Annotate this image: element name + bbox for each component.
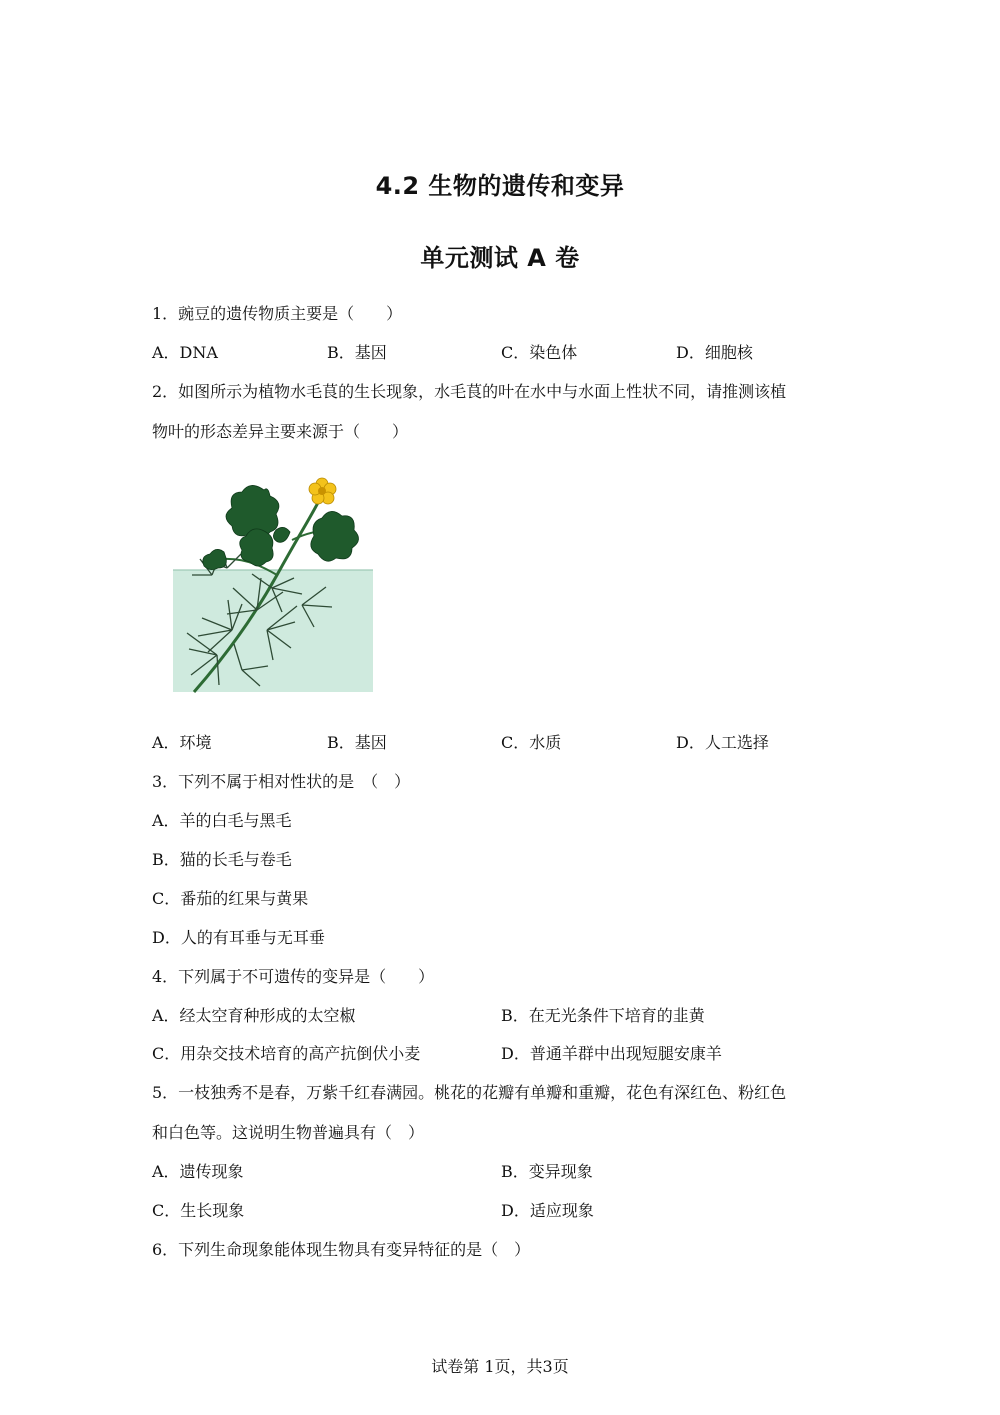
water-buttercup-figure (172, 470, 376, 694)
question-4-option-c: C．用杂交技术培育的高产抗倒伏小麦 (152, 1044, 421, 1063)
question-5-option-b: B．变异现象 (501, 1162, 593, 1181)
question-6-stem: 6．下列生命现象能体现生物具有变异特征的是（ ） (152, 1240, 531, 1259)
question-4-option-d: D．普通羊群中出现短腿安康羊 (501, 1044, 722, 1063)
question-4-option-b: B．在无光条件下培育的韭黄 (501, 1006, 705, 1025)
question-1-option-c: C．染色体 (501, 343, 578, 362)
question-5-option-c: C．生长现象 (152, 1201, 245, 1220)
question-5-stem-line-1: 5．一枝独秀不是春，万紫千红春满园。桃花的花瓣有单瓣和重瓣，花色有深红色、粉红色 (152, 1083, 787, 1102)
question-3-option-b: B．猫的长毛与卷毛 (152, 850, 292, 869)
question-3-option-c: C．番茄的红果与黄果 (152, 889, 309, 908)
question-2-option-b: B．基因 (327, 733, 387, 752)
question-1-option-a: A．DNA (152, 343, 218, 362)
question-1-option-d: D．细胞核 (676, 343, 753, 362)
question-2-option-a: A．环境 (152, 733, 212, 752)
question-4-stem: 4．下列属于不可遗传的变异是（ ） (152, 967, 435, 986)
question-1-stem: 1．豌豆的遗传物质主要是（ ） (152, 304, 403, 323)
question-5-option-d: D．适应现象 (501, 1201, 594, 1220)
question-2-option-c: C．水质 (501, 733, 562, 752)
question-2-stem-line-2: 物叶的形态差异主要来源于（ ） (152, 422, 409, 441)
question-3-option-d: D．人的有耳垂与无耳垂 (152, 928, 325, 947)
flower-icon (309, 478, 336, 504)
question-3-option-a: A．羊的白毛与黑毛 (152, 811, 292, 830)
document-title: 4.2 生物的遗传和变异 (375, 172, 625, 200)
question-2-stem-line-1: 2．如图所示为植物水毛茛的生长现象，水毛茛的叶在水中与水面上性状不同，请推测该植 (152, 382, 787, 401)
question-5-option-a: A．遗传现象 (152, 1162, 244, 1181)
page-footer: 试卷第 1页，共3页 (431, 1357, 569, 1376)
question-1-option-b: B．基因 (327, 343, 387, 362)
document-subtitle: 单元测试 A 卷 (420, 244, 580, 272)
question-4-option-a: A．经太空育种形成的太空椒 (152, 1006, 356, 1025)
question-3-stem: 3．下列不属于相对性状的是 （ ） (152, 772, 411, 791)
question-5-stem-line-2: 和白色等。这说明生物普遍具有（ ） (152, 1123, 425, 1142)
question-2-option-d: D．人工选择 (676, 733, 769, 752)
